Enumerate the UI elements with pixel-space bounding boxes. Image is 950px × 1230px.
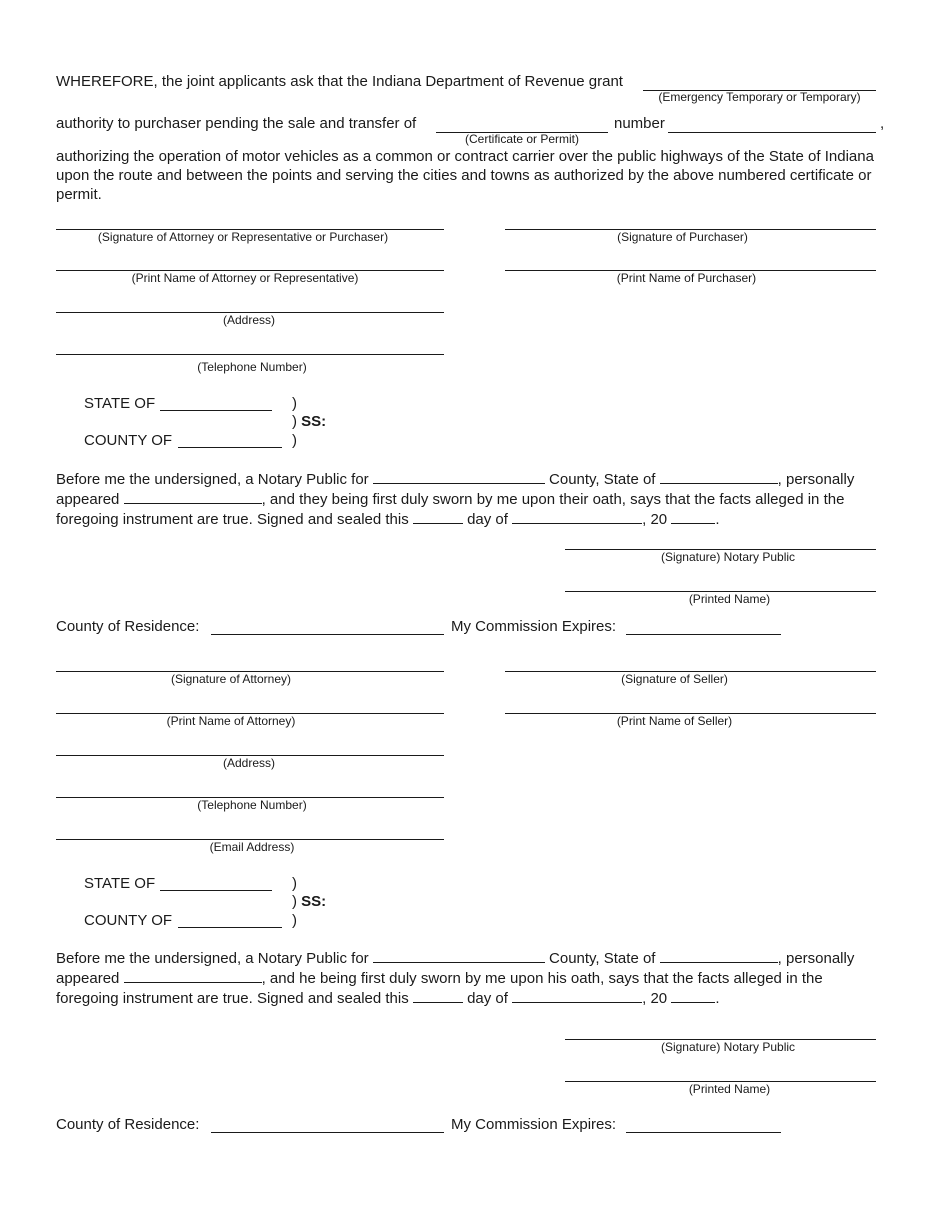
seller-print-name-caption: (Print Name of Seller) — [616, 714, 733, 728]
county-residence-field[interactable] — [211, 1132, 444, 1133]
ss-label: SS: — [301, 893, 327, 910]
certificate-caption: (Certificate or Permit) — [464, 132, 580, 146]
notary-paragraph-2 — [56, 948, 881, 1008]
notary-printed-name-caption: (Printed Name) — [688, 1082, 771, 1096]
before-me-text: Before me the undersigned, a Notary Public for — [56, 950, 369, 967]
seller-telephone-caption: (Telephone Number) — [197, 798, 307, 812]
ss-paren: ) — [292, 413, 297, 430]
county-residence-label: County of Residence: — [56, 1116, 200, 1133]
state-of-field[interactable] — [160, 890, 272, 891]
ss-label: SS: — [301, 413, 327, 430]
ss-marker — [292, 413, 326, 431]
venue-paren: ) — [292, 875, 297, 892]
attorney-rep-purchaser-signature-caption: (Signature of Attorney or Representative or Purchaser) — [97, 230, 389, 244]
personally-text: , personally — [777, 471, 855, 488]
purchaser-print-name-caption: (Print Name of Purchaser) — [616, 271, 757, 285]
county-of-label: COUNTY OF — [84, 912, 173, 929]
notary-signature-caption: (Signature) Notary Public — [660, 1040, 796, 1054]
notary-signature-caption: (Signature) Notary Public — [660, 550, 796, 564]
state-of-label: STATE OF — [84, 395, 156, 412]
purchaser-address-caption: (Address) — [222, 313, 275, 327]
venue-paren: ) — [292, 912, 297, 929]
period: . — [715, 511, 720, 528]
seller-email-caption: (Email Address) — [209, 840, 295, 854]
notary-paragraph-1 — [56, 469, 881, 529]
wherefore-text: WHEREFORE, the joint applicants ask that the Indiana Department of Revenue grant — [56, 73, 623, 90]
commission-expires-label: My Commission Expires: — [451, 618, 617, 635]
year-prefix: , 20 — [642, 511, 668, 528]
foregoing-text: foregoing instrument are true. Signed and sealed this — [56, 990, 409, 1007]
ss-marker — [292, 893, 326, 911]
authorizing-paragraph: authorizing the operation of motor vehicles as a common or contract carrier over the public highways of the State of Indiana upon the route and between the points and serving the cities and towns as authorized by the above numbered certificate or permit. — [56, 148, 874, 203]
appeared-name-field[interactable] — [124, 968, 262, 983]
purchaser-telephone-line[interactable] — [56, 354, 444, 355]
state-of-field[interactable] — [160, 410, 272, 411]
venue-paren: ) — [292, 395, 297, 412]
county-residence-label: County of Residence: — [56, 618, 200, 635]
seller-address-caption: (Address) — [222, 756, 275, 770]
county-state-text: County, State of — [549, 471, 656, 488]
attorney-rep-print-name-caption: (Print Name of Attorney or Representative) — [131, 271, 359, 285]
commission-expires-label: My Commission Expires: — [451, 1116, 617, 1133]
day-field[interactable] — [413, 988, 463, 1003]
authority-text: authority to purchaser pending the sale and transfer of — [56, 115, 417, 132]
year-field[interactable] — [671, 988, 715, 1003]
ss-paren: ) — [292, 893, 297, 910]
personally-text: , personally — [777, 950, 855, 967]
period: . — [715, 990, 720, 1007]
day-of-text: day of — [467, 990, 508, 1007]
notary-county-field[interactable] — [373, 469, 545, 484]
county-state-text: County, State of — [549, 950, 656, 967]
year-field[interactable] — [671, 509, 715, 524]
county-of-label: COUNTY OF — [84, 432, 173, 449]
attorney-print-name-caption: (Print Name of Attorney) — [166, 714, 296, 728]
purchaser-signature-caption: (Signature of Purchaser) — [617, 230, 748, 244]
attorney-signature-caption: (Signature of Attorney) — [170, 672, 292, 686]
county-of-field[interactable] — [178, 447, 282, 448]
notary-county-field[interactable] — [373, 948, 545, 963]
notary-state-field[interactable] — [660, 948, 778, 963]
foregoing-text: foregoing instrument are true. Signed and sealed this — [56, 511, 409, 528]
year-prefix: , 20 — [642, 990, 668, 1007]
grant-type-caption: (Emergency Temporary or Temporary) — [658, 90, 861, 104]
commission-expires-field[interactable] — [626, 634, 781, 635]
county-residence-field[interactable] — [211, 634, 444, 635]
notary-printed-name-caption: (Printed Name) — [688, 592, 771, 606]
comma: , — [880, 115, 885, 132]
notary-state-field[interactable] — [660, 469, 778, 484]
venue-paren: ) — [292, 432, 297, 449]
state-of-label: STATE OF — [84, 875, 156, 892]
before-me-text: Before me the undersigned, a Notary Public for — [56, 471, 369, 488]
day-of-text: day of — [467, 511, 508, 528]
day-field[interactable] — [413, 509, 463, 524]
number-label: number — [614, 115, 665, 132]
sworn-text: , and he being first duly sworn by me upon his oath, says that the facts alleged in the — [261, 970, 823, 987]
month-field[interactable] — [512, 988, 642, 1003]
month-field[interactable] — [512, 509, 642, 524]
seller-signature-caption: (Signature of Seller) — [621, 672, 728, 686]
sworn-text: , and they being first duly sworn by me upon their oath, says that the facts alleged in the — [261, 491, 845, 508]
appeared-text: appeared — [56, 970, 120, 987]
commission-expires-field[interactable] — [626, 1132, 781, 1133]
number-field[interactable] — [668, 132, 876, 133]
appeared-text: appeared — [56, 491, 120, 508]
appeared-name-field[interactable] — [124, 489, 262, 504]
county-of-field[interactable] — [178, 927, 282, 928]
purchaser-telephone-caption: (Telephone Number) — [197, 360, 307, 374]
